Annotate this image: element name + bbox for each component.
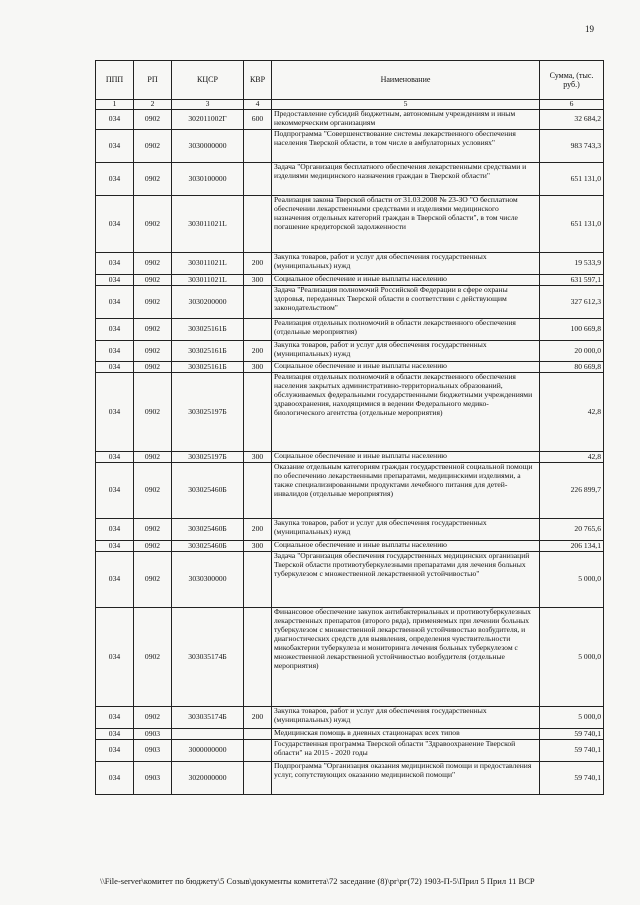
cell-ppp: 034 bbox=[96, 740, 134, 762]
cell-name: Государственная программа Тверской области "Здравоохранение Тверской области" на 2015 - 2020 годы bbox=[272, 740, 540, 762]
cell-sum: 651 131,0 bbox=[540, 196, 604, 253]
cell-ppp: 034 bbox=[96, 275, 134, 286]
cell-kcsr: 3030000000 bbox=[172, 130, 244, 163]
cell-ppp: 034 bbox=[96, 341, 134, 362]
table-row bbox=[96, 130, 604, 163]
table-header-row bbox=[96, 61, 604, 100]
cell-name: Реализация отдельных полномочий в области лекарственного обеспечения (отдельные мероприятия) bbox=[272, 319, 540, 341]
cell-ppp: 034 bbox=[96, 762, 134, 795]
cell-name: Подпрограмма "Организация оказания медицинской помощи и предоставления услуг, сопутствующих оказанию медицинской помощи" bbox=[272, 762, 540, 795]
cell-sum: 983 743,3 bbox=[540, 130, 604, 163]
cell-kvr bbox=[244, 163, 272, 196]
cell-kcsr: 303025161Б bbox=[172, 362, 244, 373]
cell-sum: 100 669,8 bbox=[540, 319, 604, 341]
cell-rp: 0902 bbox=[134, 362, 172, 373]
cell-kvr bbox=[244, 608, 272, 707]
cell-kcsr: 3000000000 bbox=[172, 740, 244, 762]
cell-ppp: 034 bbox=[96, 463, 134, 519]
table-row bbox=[96, 463, 604, 519]
cell-kcsr: 303025161Б bbox=[172, 341, 244, 362]
cell-ppp: 034 bbox=[96, 110, 134, 130]
cell-ppp: 034 bbox=[96, 373, 134, 452]
header-kcsr: КЦСР bbox=[172, 61, 244, 100]
page-number: 19 bbox=[585, 24, 594, 34]
cell-name: Социальное обеспечение и иные выплаты населению bbox=[272, 452, 540, 463]
cell-sum: 42,8 bbox=[540, 452, 604, 463]
cell-ppp: 034 bbox=[96, 707, 134, 729]
cell-sum: 59 740,1 bbox=[540, 740, 604, 762]
table-row bbox=[96, 110, 604, 130]
cell-rp: 0902 bbox=[134, 463, 172, 519]
budget-table bbox=[95, 60, 604, 795]
cell-sum: 20 765,6 bbox=[540, 519, 604, 541]
column-number-row bbox=[96, 100, 604, 110]
cell-kvr: 200 bbox=[244, 341, 272, 362]
table-body bbox=[96, 110, 604, 795]
cell-rp: 0902 bbox=[134, 519, 172, 541]
cell-ppp: 034 bbox=[96, 130, 134, 163]
cell-rp: 0902 bbox=[134, 452, 172, 463]
table-row bbox=[96, 373, 604, 452]
cell-ppp: 034 bbox=[96, 196, 134, 253]
table-row bbox=[96, 452, 604, 463]
cell-name: Медицинская помощь в дневных стационарах всех типов bbox=[272, 729, 540, 740]
table-row bbox=[96, 286, 604, 319]
cell-rp: 0902 bbox=[134, 341, 172, 362]
cell-name: Задача "Организация бесплатного обеспечения лекарственными средствами и изделиями медицинского назначения граждан в Тверской области" bbox=[272, 163, 540, 196]
column-number: 3 bbox=[172, 100, 244, 110]
cell-ppp: 034 bbox=[96, 519, 134, 541]
table-row bbox=[96, 253, 604, 275]
cell-name: Задача "Реализация полномочий Российской Федерации в сфере охраны здоровья, переданных Тверской области в соответствии с действующим законодательством" bbox=[272, 286, 540, 319]
cell-rp: 0902 bbox=[134, 319, 172, 341]
table-row bbox=[96, 762, 604, 795]
header-name: Наименование bbox=[272, 61, 540, 100]
cell-name: Реализация отдельных полномочий в области лекарственного обеспечения населения закрытых административно-территориальных образований, обслуживаемых федеральными государственными бюджетными учреждениями здравоохранения, находящимися в ведении Федерального медико-биологического агентства (отдельные мероприятия) bbox=[272, 373, 540, 452]
cell-kvr bbox=[244, 196, 272, 253]
cell-sum: 5 000,0 bbox=[540, 707, 604, 729]
cell-rp: 0902 bbox=[134, 163, 172, 196]
column-number: 6 bbox=[540, 100, 604, 110]
cell-name: Задача "Организация обеспечения государственных медицинских организаций Тверской области противотуберкулезными препаратами для лечения больных туберкулезом с множественной лекарственной устойчивостью" bbox=[272, 552, 540, 608]
cell-kvr: 300 bbox=[244, 452, 272, 463]
cell-kcsr: 303025460Б bbox=[172, 519, 244, 541]
footer-file-path: \\File-server\комитет по бюджету\5 Созыв\документы комитета\72 заседание (8)\рг\рг(72) 1903-П-5\Прил 5 Прил 11 ВСР bbox=[100, 876, 535, 886]
cell-kcsr: 303025460Б bbox=[172, 463, 244, 519]
cell-rp: 0902 bbox=[134, 196, 172, 253]
cell-kcsr: 3020000000 bbox=[172, 762, 244, 795]
cell-kcsr: 303025197Б bbox=[172, 373, 244, 452]
cell-kcsr: 3030100000 bbox=[172, 163, 244, 196]
cell-rp: 0902 bbox=[134, 286, 172, 319]
cell-ppp: 034 bbox=[96, 253, 134, 275]
table-row bbox=[96, 740, 604, 762]
table-row bbox=[96, 319, 604, 341]
cell-ppp: 034 bbox=[96, 552, 134, 608]
cell-rp: 0902 bbox=[134, 707, 172, 729]
cell-kcsr: 303011021L bbox=[172, 253, 244, 275]
cell-name: Закупка товаров, работ и услуг для обеспечения государственных (муниципальных) нужд bbox=[272, 253, 540, 275]
table-row bbox=[96, 275, 604, 286]
cell-ppp: 034 bbox=[96, 286, 134, 319]
cell-sum: 59 740,1 bbox=[540, 729, 604, 740]
cell-kvr bbox=[244, 762, 272, 795]
cell-sum: 19 533,9 bbox=[540, 253, 604, 275]
cell-sum: 226 899,7 bbox=[540, 463, 604, 519]
cell-kvr bbox=[244, 740, 272, 762]
cell-kvr bbox=[244, 463, 272, 519]
cell-name: Реализация закона Тверской области от 31.03.2008 № 23-ЗО "О бесплатном обеспечении лекарственными средствами и изделиями медицинского назначения отдельных категорий граждан в Тверской области", в том числе погашение кредиторской задолженности bbox=[272, 196, 540, 253]
cell-kcsr: 303035174Б bbox=[172, 707, 244, 729]
table-row bbox=[96, 707, 604, 729]
cell-kvr bbox=[244, 319, 272, 341]
column-number: 4 bbox=[244, 100, 272, 110]
cell-sum: 20 000,0 bbox=[540, 341, 604, 362]
cell-ppp: 034 bbox=[96, 452, 134, 463]
cell-name: Финансовое обеспечение закупок антибактериальных и противотуберкулезных лекарственных препаратов (второго ряда), применяемых при лечении больных туберкулезом с множественной лекарственной устойчивостью возбудителя, и диагностических средств для выявления, определения чувствительности микобактерии туберкулеза и мониторинга лечения больных туберкулезом с множественной лекарственной устойчивостью возбудителя (отдельные мероприятия) bbox=[272, 608, 540, 707]
column-number: 2 bbox=[134, 100, 172, 110]
cell-kvr bbox=[244, 373, 272, 452]
cell-kcsr: 303025460Б bbox=[172, 541, 244, 552]
cell-rp: 0902 bbox=[134, 552, 172, 608]
cell-rp: 0902 bbox=[134, 130, 172, 163]
table-row bbox=[96, 362, 604, 373]
cell-sum: 5 000,0 bbox=[540, 552, 604, 608]
cell-name: Закупка товаров, работ и услуг для обеспечения государственных (муниципальных) нужд bbox=[272, 341, 540, 362]
cell-kvr bbox=[244, 729, 272, 740]
cell-kcsr: 3030300000 bbox=[172, 552, 244, 608]
cell-rp: 0902 bbox=[134, 253, 172, 275]
cell-kcsr bbox=[172, 729, 244, 740]
cell-sum: 32 684,2 bbox=[540, 110, 604, 130]
cell-kcsr: 303025161Б bbox=[172, 319, 244, 341]
header-kvr: КВР bbox=[244, 61, 272, 100]
cell-name: Социальное обеспечение и иные выплаты населению bbox=[272, 541, 540, 552]
header-rp: РП bbox=[134, 61, 172, 100]
cell-kcsr: 303035174Б bbox=[172, 608, 244, 707]
cell-kcsr: 3030200000 bbox=[172, 286, 244, 319]
cell-ppp: 034 bbox=[96, 729, 134, 740]
column-number: 1 bbox=[96, 100, 134, 110]
cell-name: Закупка товаров, работ и услуг для обеспечения государственных (муниципальных) нужд bbox=[272, 519, 540, 541]
cell-kvr bbox=[244, 286, 272, 319]
cell-ppp: 034 bbox=[96, 362, 134, 373]
cell-rp: 0903 bbox=[134, 729, 172, 740]
table-row bbox=[96, 196, 604, 253]
cell-sum: 651 131,0 bbox=[540, 163, 604, 196]
table-row bbox=[96, 341, 604, 362]
cell-rp: 0902 bbox=[134, 608, 172, 707]
cell-name: Оказание отдельным категориям граждан государственной социальной помощи по обеспечению лекарственными препаратами, медицинскими изделиями, а также специализированными продуктами лечебного питания для детей-инвалидов (отдельные мероприятия) bbox=[272, 463, 540, 519]
table-row bbox=[96, 519, 604, 541]
cell-kvr bbox=[244, 552, 272, 608]
cell-rp: 0902 bbox=[134, 541, 172, 552]
table-row bbox=[96, 608, 604, 707]
cell-sum: 631 597,1 bbox=[540, 275, 604, 286]
cell-kvr: 200 bbox=[244, 253, 272, 275]
column-number: 5 bbox=[272, 100, 540, 110]
cell-sum: 59 740,1 bbox=[540, 762, 604, 795]
header-sum: Сумма, (тыс. руб.) bbox=[540, 61, 604, 100]
cell-kcsr: 303011021L bbox=[172, 275, 244, 286]
table-row bbox=[96, 552, 604, 608]
cell-kvr: 200 bbox=[244, 519, 272, 541]
cell-kvr: 300 bbox=[244, 275, 272, 286]
cell-rp: 0902 bbox=[134, 275, 172, 286]
cell-kvr: 600 bbox=[244, 110, 272, 130]
cell-name: Подпрограмма "Совершенствование системы лекарственного обеспечения населения Тверской области, в том числе в амбулаторных условиях" bbox=[272, 130, 540, 163]
table-row bbox=[96, 729, 604, 740]
cell-kvr bbox=[244, 130, 272, 163]
cell-kvr: 300 bbox=[244, 541, 272, 552]
cell-ppp: 034 bbox=[96, 319, 134, 341]
cell-sum: 327 612,3 bbox=[540, 286, 604, 319]
cell-sum: 42,8 bbox=[540, 373, 604, 452]
cell-ppp: 034 bbox=[96, 541, 134, 552]
table-row bbox=[96, 541, 604, 552]
cell-name: Социальное обеспечение и иные выплаты населению bbox=[272, 275, 540, 286]
table-row bbox=[96, 163, 604, 196]
cell-kcsr: 303011021L bbox=[172, 196, 244, 253]
cell-rp: 0903 bbox=[134, 740, 172, 762]
cell-rp: 0902 bbox=[134, 373, 172, 452]
cell-rp: 0902 bbox=[134, 110, 172, 130]
cell-name: Закупка товаров, работ и услуг для обеспечения государственных (муниципальных) нужд bbox=[272, 707, 540, 729]
cell-kcsr: 303025197Б bbox=[172, 452, 244, 463]
cell-name: Социальное обеспечение и иные выплаты населению bbox=[272, 362, 540, 373]
cell-rp: 0903 bbox=[134, 762, 172, 795]
cell-name: Предоставление субсидий бюджетным, автономным учреждениям и иным некоммерческим организациям bbox=[272, 110, 540, 130]
cell-kvr: 300 bbox=[244, 362, 272, 373]
cell-sum: 5 000,0 bbox=[540, 608, 604, 707]
cell-ppp: 034 bbox=[96, 163, 134, 196]
header-ppp: ППП bbox=[96, 61, 134, 100]
cell-kcsr: 302011002Г bbox=[172, 110, 244, 130]
cell-sum: 80 669,8 bbox=[540, 362, 604, 373]
budget-table-container bbox=[95, 60, 603, 795]
cell-ppp: 034 bbox=[96, 608, 134, 707]
cell-sum: 206 134,1 bbox=[540, 541, 604, 552]
cell-kvr: 200 bbox=[244, 707, 272, 729]
